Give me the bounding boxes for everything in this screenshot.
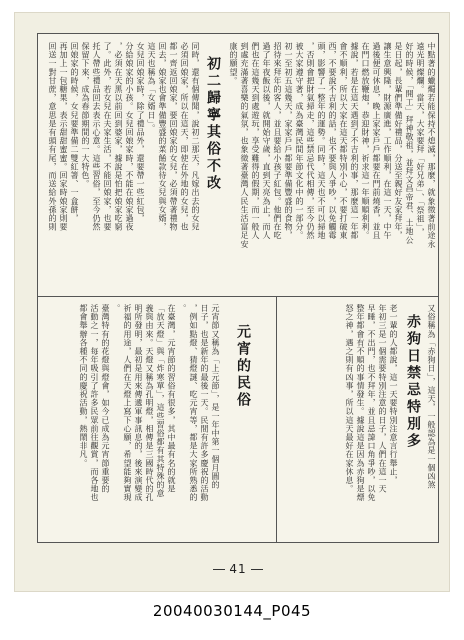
text-column: 又俗稱為「赤狗日」，這天，一般認為是一個凶煞 bbox=[427, 304, 436, 490]
text-column: 怒之神，遇之則有凶事，所以這天最好在家休息。 bbox=[345, 304, 354, 494]
text-column: 元宵節又稱為「上元節」，是一年中第一個月圓的 bbox=[211, 304, 220, 490]
text-column: 明所發明，最初是用來傳遞軍事訊息的，後來演變成 bbox=[134, 304, 143, 502]
text-column: 招待來拜年的客人，並且要給小孩子紅包。他們在吃 bbox=[273, 42, 282, 240]
image-id-caption: 20040030144_P045 bbox=[152, 602, 312, 620]
text-column: 頭，影響了一整年的運勢。同時，這天也不可以掃地 bbox=[317, 42, 326, 240]
text-column: 整年都會有不順的事情發生。據說這是因為赤狗是熛 bbox=[356, 304, 365, 502]
text-column: 好的時候，「開工」拜神敬祖，並拜文昌帝君、土地公 bbox=[405, 42, 414, 245]
text-column: 會不順利，所以大家在這天都特別小心，不要打破東 bbox=[339, 42, 348, 240]
article-title: 初二歸寧其俗不改 bbox=[205, 56, 221, 192]
text-column: 分給娘家的小孩。女兒回娘家時，不能在娘家過夜 bbox=[125, 42, 134, 232]
vertical-divider bbox=[276, 296, 277, 542]
text-column: 老一輩的人都說，這一天要特別注意言行舉止， bbox=[389, 304, 398, 485]
text-column: 義與由來。天燈又稱為孔明燈，相傳是三國時代的孔 bbox=[145, 304, 154, 502]
magazine-page bbox=[37, 33, 439, 576]
text-column: 過後便可休息，晚上家家戶戶都要在門前燒香，並且 bbox=[372, 42, 381, 240]
text-column: 到處充滿著喜樂的氣氛，也象徵著臺灣人民生活富足安 bbox=[240, 42, 249, 249]
text-column: 年初三是一個需要特別注意的日子，人們在這一天 bbox=[378, 304, 387, 494]
text-column: 女兒回娘家時，除了禮品外，還要帶一些紅包， bbox=[136, 42, 145, 223]
text-column: 是日起，長輩們準備好禮品，分送至親好友家拜年， bbox=[394, 42, 403, 240]
text-column: 讓生意興隆，財源廣進，工作順利，在這一天，中午 bbox=[383, 42, 392, 240]
text-column: 康的願望。 bbox=[229, 42, 238, 85]
text-column: 再加上一包糖果，表示甜甜蜜蜜。回家時娘家則要 bbox=[59, 42, 68, 232]
text-column: 回去，娘家也會準備豐盛的菜餚款待女兒與女婿， bbox=[158, 42, 167, 232]
text-column: 保留下來，成為春節期間的一大特色。 bbox=[81, 42, 90, 189]
text-column: 托人帶些禮品回去表示心意。這些習俗，至今仍然 bbox=[92, 42, 101, 232]
article-guining bbox=[44, 42, 200, 288]
text-column: 被大家遵守著，成為臺灣民間年節文化中的一部分。 bbox=[295, 42, 304, 240]
text-column: 都會舉辦各種不同的慶祝活動，熱鬧非凡。 bbox=[79, 304, 88, 468]
text-column: 據說，若是在這天遇到了不吉利的事，那麼這一年都 bbox=[350, 42, 359, 240]
text-column: ，例如點燈、猜燈謎、吃元宵等，都是大家所熟悉的 bbox=[189, 304, 198, 502]
text-column: 們也在這幾天到處遊玩，享受難得的假期，而一般人 bbox=[251, 42, 260, 240]
article-lantern-festival bbox=[44, 304, 220, 536]
article-title: 赤狗日禁忌特別多 bbox=[405, 314, 421, 450]
text-column: 回娘家的時候，女兒要準備二雙紅箸、一盒餅， bbox=[70, 42, 79, 223]
text-column: 遠光明燦爛。當天，大家要拜「好兄弟」、「祭祖」， bbox=[416, 42, 425, 237]
text-column: 中點著的蠟燭若能保持不熄滅，那麼，就象徵著前途永 bbox=[427, 42, 436, 249]
article-chigou-day bbox=[282, 304, 436, 536]
horizontal-divider bbox=[38, 296, 438, 297]
text-column: 都一齊返回娘家，要回娘家的女兒，必須帶著禮物 bbox=[169, 42, 178, 232]
scanned-sheet bbox=[14, 12, 450, 592]
text-column: 初一至初五這幾天，家家戶戶都要準備豐盛的食物， bbox=[284, 42, 293, 240]
text-column: 這天也稱為「女婿日」。 bbox=[147, 42, 156, 133]
article-title: 元宵的民俗 bbox=[235, 324, 251, 409]
text-column: ，必須在天黑以前回到婆家，據說是怕把娘家吃窮 bbox=[114, 42, 123, 232]
text-column: 。 bbox=[112, 304, 121, 313]
text-column: 祈福的用途，人們在天燈上寫下心願，希望能夠實現 bbox=[123, 304, 132, 502]
text-column: 在門口燃放鞭炮，恭迎財神，祈求這一年順順利利。 bbox=[361, 42, 370, 240]
page-number: 41 bbox=[38, 562, 438, 576]
text-column: 臺灣特有的花燈與燈會，如今已成為元宵節重要的 bbox=[101, 304, 110, 494]
text-column: 必須回娘家，所以在這天，即使在外地的女兒，也 bbox=[180, 42, 189, 232]
text-column: 同時，還有個傳聞，說初二那天，凡嫁出去的女兒 bbox=[191, 42, 200, 232]
text-column: 過了年夜飯以後，就開始守歲，直到天亮為止，而人 bbox=[262, 42, 271, 240]
text-column: 西，不要說不吉利的話，也不要與人爭吵，以免觸霉 bbox=[328, 42, 337, 240]
text-column: 日子，也是新年的最後一天。民間有許多慶祝的活動 bbox=[200, 304, 209, 502]
text-column: 。 bbox=[178, 304, 187, 313]
text-column: 早睡，不出門，也不拜年，並且忌諱口角爭吵，以免 bbox=[367, 304, 376, 502]
text-column: 活動之一，每年吸引了許多民眾前往觀賞，而各地也 bbox=[90, 304, 99, 502]
text-column: 了。此外，若女兒在夫家生活，不能回娘家，也要 bbox=[103, 42, 112, 232]
text-column: 「放天燈」與「炸寒單」，這些習俗都有其特殊的意 bbox=[156, 304, 165, 498]
text-column: 在臺灣，元宵節的習俗有很多，其中最有名的就是 bbox=[167, 304, 176, 494]
article-new-year-customs bbox=[228, 42, 436, 288]
text-column: 回送一對甘蔗，意思是有頭有尾，而送給外孫的則 bbox=[48, 42, 57, 232]
text-column: ，否則會把財氣掃走，這些禁忌代代相傳，至今仍然 bbox=[306, 42, 315, 240]
